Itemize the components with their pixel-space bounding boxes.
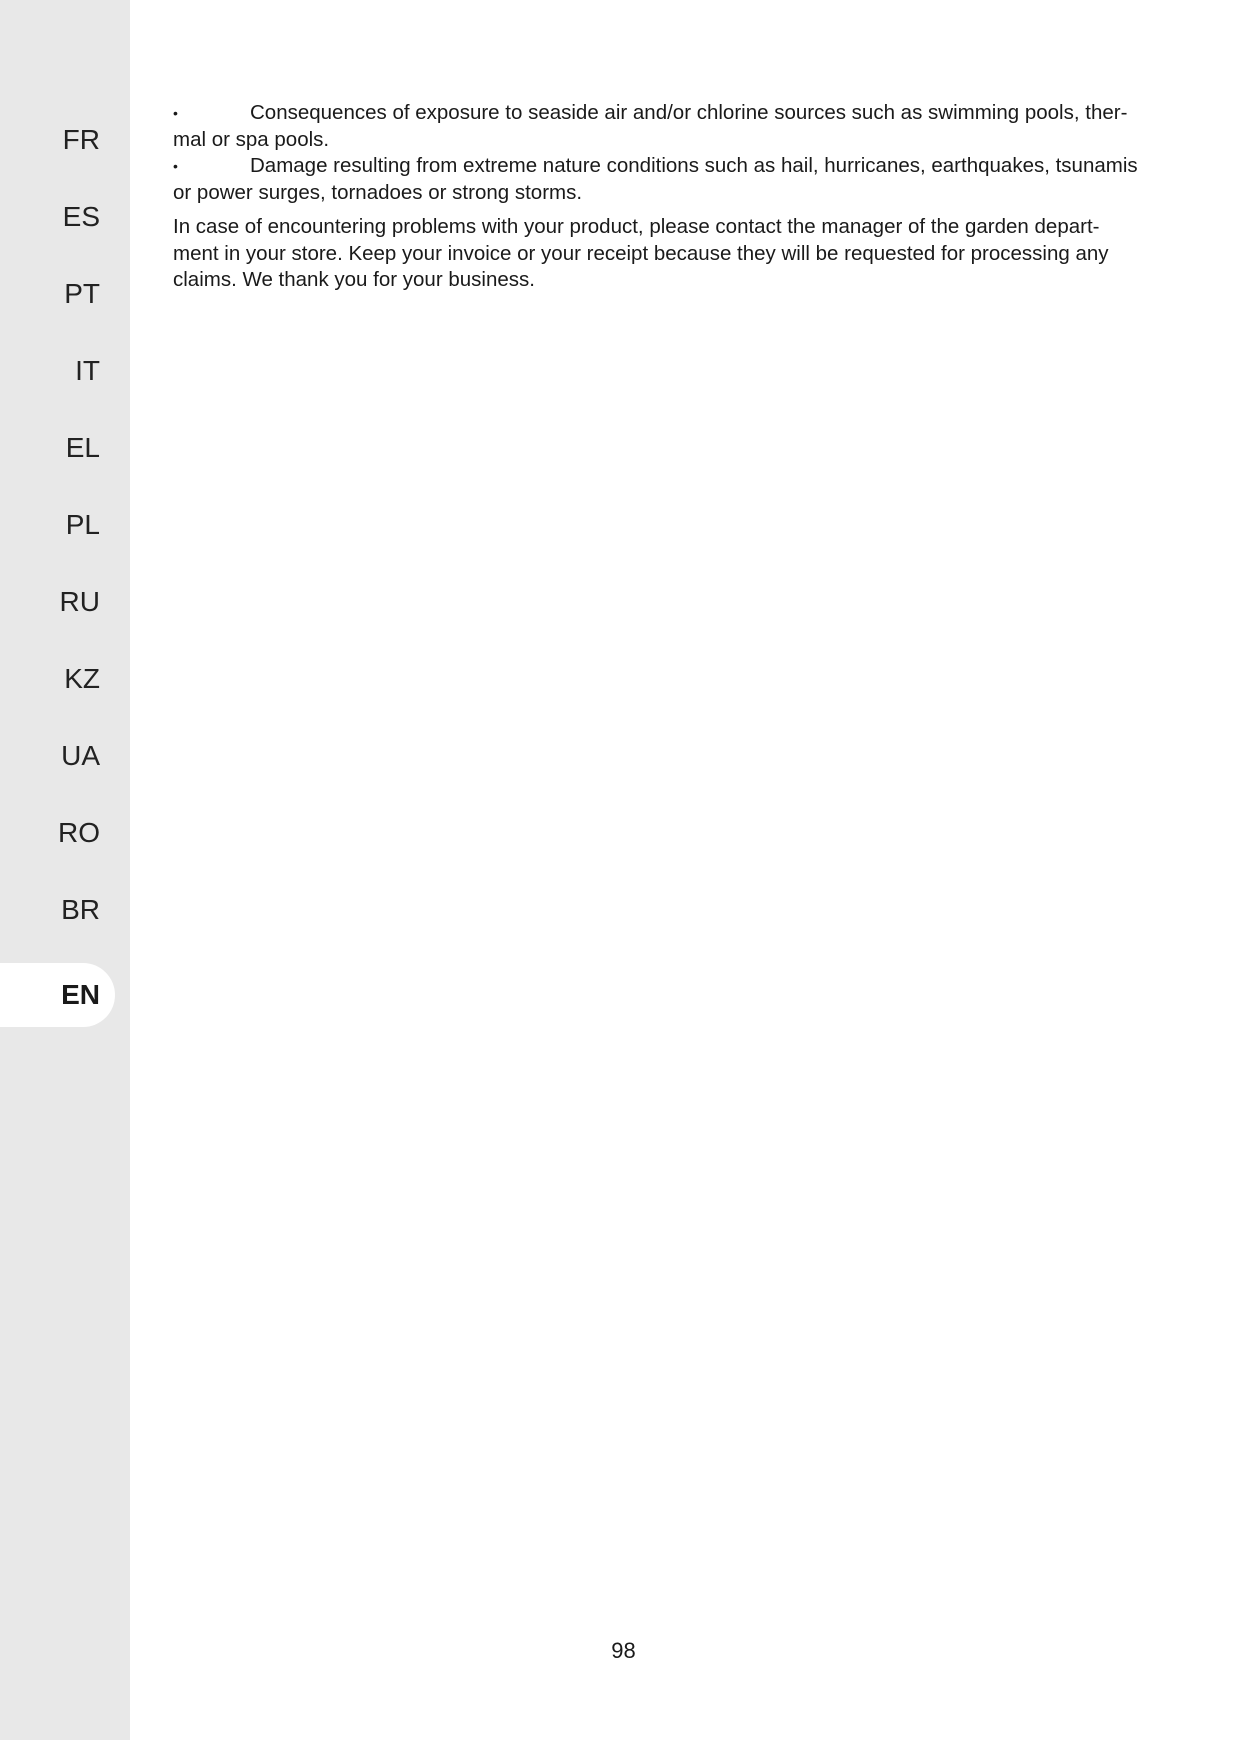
lang-tab-ua[interactable]: UA [61,740,100,771]
lang-tab-fr[interactable]: FR [62,124,100,155]
bullet-text: Damage resulting from extreme nature conditions such as hail, hurricanes, earthquakes, tsunamis or power surges, tornadoes or strong storms. [173,154,1138,204]
main-text [173,100,1143,294]
bullet-text: Consequences of exposure to seaside air and/or chlorine sources such as swimming pools, ther-mal or spa pools. [173,101,1128,151]
lang-tab-ro[interactable]: RO [58,817,100,848]
language-sidebar [0,0,130,1740]
closing-paragraph: In case of encountering problems with your product, please contact the manager of the garden depart-ment in your store. Keep your invoice or your receipt because they will be requested for processing any claims. We thank you for your business. [173,215,1109,291]
bullet-item [173,100,1143,153]
lang-tab-br[interactable]: BR [61,894,100,925]
bullet-icon: • [173,158,178,174]
lang-tab-kz[interactable]: KZ [64,663,100,694]
lang-tab-en-active[interactable]: EN [0,963,115,1027]
lang-tab-pl[interactable]: PL [65,509,100,540]
lang-tab-ru[interactable]: RU [59,586,100,617]
lang-tab-pt[interactable]: PT [64,278,100,309]
page-number: 98 [611,1638,636,1663]
lang-tab-el[interactable]: EL [65,432,100,463]
bullet-icon: • [173,105,178,121]
bullet-item [173,153,1143,206]
lang-tab-it[interactable]: IT [75,355,100,386]
lang-tab-es[interactable]: ES [62,201,100,232]
